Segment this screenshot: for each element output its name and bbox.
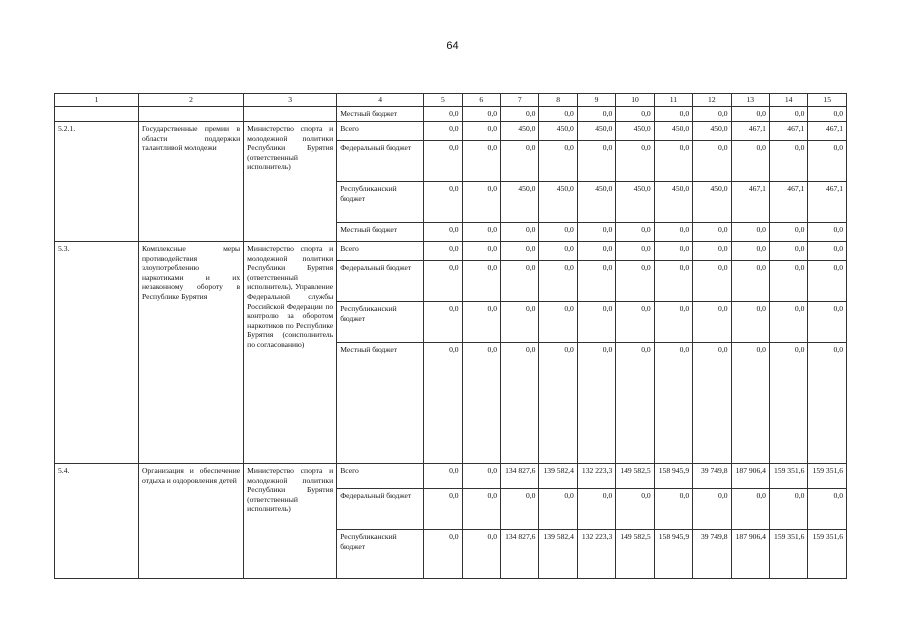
value-cell: 467,1 — [808, 182, 847, 223]
value-cell: 0,0 — [424, 261, 462, 302]
value-cell: 39 749,8 — [693, 530, 731, 579]
column-number: 2 — [138, 94, 243, 107]
column-number: 13 — [731, 94, 769, 107]
value-cell: 132 223,3 — [577, 464, 615, 489]
value-cell: 0,0 — [654, 242, 692, 261]
value-cell: 0,0 — [769, 223, 807, 242]
value-cell: 0,0 — [501, 261, 539, 302]
value-cell: 0,0 — [462, 122, 500, 141]
value-cell: 0,0 — [769, 107, 807, 122]
table-row — [55, 464, 847, 489]
value-cell: 0,0 — [616, 242, 654, 261]
value-cell: 0,0 — [462, 343, 500, 464]
value-cell: 0,0 — [808, 261, 847, 302]
value-cell: 134 827,6 — [501, 530, 539, 579]
empty-cell — [55, 107, 139, 122]
value-cell: 0,0 — [501, 489, 539, 530]
value-cell: 467,1 — [731, 122, 769, 141]
funding-source: Местный бюджет — [337, 107, 424, 122]
value-cell: 0,0 — [769, 343, 807, 464]
value-cell: 0,0 — [808, 107, 847, 122]
item-name: Организация и обеспечение отдыха и оздоровления детей — [138, 464, 243, 579]
value-cell: 450,0 — [577, 122, 615, 141]
value-cell: 0,0 — [654, 141, 692, 182]
value-cell: 0,0 — [577, 261, 615, 302]
column-number: 6 — [462, 94, 500, 107]
value-cell: 467,1 — [769, 182, 807, 223]
value-cell: 0,0 — [769, 302, 807, 343]
empty-cell — [244, 107, 337, 122]
value-cell: 0,0 — [654, 107, 692, 122]
value-cell: 0,0 — [539, 107, 577, 122]
value-cell: 450,0 — [577, 182, 615, 223]
value-cell: 149 582,5 — [616, 464, 654, 489]
value-cell: 0,0 — [424, 107, 462, 122]
value-cell: 187 906,4 — [731, 464, 769, 489]
value-cell: 0,0 — [616, 107, 654, 122]
table-header-row — [55, 94, 847, 107]
value-cell: 0,0 — [577, 302, 615, 343]
table-row — [55, 242, 847, 261]
column-number: 11 — [654, 94, 692, 107]
value-cell: 450,0 — [654, 122, 692, 141]
value-cell: 0,0 — [539, 242, 577, 261]
empty-cell — [138, 107, 243, 122]
value-cell: 450,0 — [539, 182, 577, 223]
value-cell: 0,0 — [462, 489, 500, 530]
value-cell: 0,0 — [539, 261, 577, 302]
column-number: 10 — [616, 94, 654, 107]
value-cell: 0,0 — [577, 489, 615, 530]
value-cell: 0,0 — [693, 242, 731, 261]
value-cell: 0,0 — [501, 223, 539, 242]
value-cell: 187 906,4 — [731, 530, 769, 579]
funding-source: Федеральный бюджет — [337, 141, 424, 182]
table-row — [55, 122, 847, 141]
value-cell: 0,0 — [654, 223, 692, 242]
value-cell: 0,0 — [539, 489, 577, 530]
value-cell: 0,0 — [769, 242, 807, 261]
item-name: Государственные премии в области поддержки талантливой молодежи — [138, 122, 243, 242]
value-cell: 0,0 — [808, 242, 847, 261]
funding-source: Всего — [337, 242, 424, 261]
value-cell: 450,0 — [616, 122, 654, 141]
value-cell: 0,0 — [424, 122, 462, 141]
value-cell: 0,0 — [501, 242, 539, 261]
value-cell: 39 749,8 — [693, 464, 731, 489]
value-cell: 0,0 — [731, 141, 769, 182]
value-cell: 159 351,6 — [769, 464, 807, 489]
value-cell: 0,0 — [731, 343, 769, 464]
value-cell: 0,0 — [693, 489, 731, 530]
value-cell: 0,0 — [654, 302, 692, 343]
column-number: 8 — [539, 94, 577, 107]
funding-source: Всего — [337, 464, 424, 489]
value-cell: 0,0 — [462, 261, 500, 302]
value-cell: 0,0 — [501, 107, 539, 122]
value-cell: 0,0 — [654, 343, 692, 464]
value-cell: 0,0 — [693, 261, 731, 302]
value-cell: 0,0 — [424, 242, 462, 261]
value-cell: 0,0 — [616, 261, 654, 302]
value-cell: 0,0 — [654, 489, 692, 530]
value-cell: 0,0 — [808, 343, 847, 464]
value-cell: 0,0 — [462, 302, 500, 343]
value-cell: 0,0 — [462, 182, 500, 223]
value-cell: 0,0 — [462, 141, 500, 182]
column-number: 14 — [769, 94, 807, 107]
funding-source: Республиканский бюджет — [337, 182, 424, 223]
column-number: 1 — [55, 94, 139, 107]
value-cell: 0,0 — [539, 343, 577, 464]
item-code: 5.2.1. — [55, 122, 139, 242]
value-cell: 134 827,6 — [501, 464, 539, 489]
funding-source: Федеральный бюджет — [337, 489, 424, 530]
value-cell: 158 945,9 — [654, 530, 692, 579]
value-cell: 0,0 — [424, 464, 462, 489]
item-code: 5.4. — [55, 464, 139, 579]
value-cell: 0,0 — [616, 489, 654, 530]
value-cell: 0,0 — [462, 242, 500, 261]
value-cell: 0,0 — [769, 141, 807, 182]
value-cell: 0,0 — [616, 223, 654, 242]
value-cell: 0,0 — [654, 261, 692, 302]
column-number: 7 — [501, 94, 539, 107]
value-cell: 159 351,6 — [769, 530, 807, 579]
value-cell: 0,0 — [616, 343, 654, 464]
item-executor: Министерство спорта и молодежной политики Республики Бурятия (ответственный исполнитель), Управление Федеральной службы Российской Федерации по контролю за оборотом наркотиков по Республике Бурятия (соисполнитель по согласованию) — [244, 242, 337, 464]
value-cell: 0,0 — [577, 141, 615, 182]
value-cell: 0,0 — [577, 223, 615, 242]
column-number: 15 — [808, 94, 847, 107]
value-cell: 0,0 — [616, 141, 654, 182]
value-cell: 0,0 — [501, 343, 539, 464]
item-executor: Министерство спорта и молодежной политики Республики Бурятия (ответственный исполнитель) — [244, 464, 337, 579]
funding-source: Местный бюджет — [337, 343, 424, 464]
column-number: 3 — [244, 94, 337, 107]
value-cell: 450,0 — [616, 182, 654, 223]
value-cell: 0,0 — [501, 141, 539, 182]
funding-source: Местный бюджет — [337, 223, 424, 242]
value-cell: 149 582,5 — [616, 530, 654, 579]
value-cell: 450,0 — [501, 122, 539, 141]
funding-source: Республиканский бюджет — [337, 302, 424, 343]
value-cell: 0,0 — [693, 107, 731, 122]
value-cell: 0,0 — [424, 182, 462, 223]
value-cell: 450,0 — [539, 122, 577, 141]
value-cell: 0,0 — [693, 141, 731, 182]
column-number: 9 — [577, 94, 615, 107]
value-cell: 0,0 — [693, 302, 731, 343]
funding-source: Всего — [337, 122, 424, 141]
value-cell: 158 945,9 — [654, 464, 692, 489]
value-cell: 0,0 — [462, 530, 500, 579]
value-cell: 159 351,6 — [808, 464, 847, 489]
value-cell: 0,0 — [808, 141, 847, 182]
column-number: 4 — [337, 94, 424, 107]
value-cell: 0,0 — [769, 489, 807, 530]
value-cell: 132 223,3 — [577, 530, 615, 579]
value-cell: 159 351,6 — [808, 530, 847, 579]
value-cell: 467,1 — [731, 182, 769, 223]
value-cell: 0,0 — [731, 302, 769, 343]
column-number: 5 — [424, 94, 462, 107]
value-cell: 0,0 — [769, 261, 807, 302]
value-cell: 0,0 — [577, 343, 615, 464]
value-cell: 450,0 — [654, 182, 692, 223]
value-cell: 0,0 — [462, 223, 500, 242]
value-cell: 0,0 — [693, 343, 731, 464]
value-cell: 0,0 — [808, 302, 847, 343]
value-cell: 0,0 — [462, 464, 500, 489]
value-cell: 450,0 — [693, 122, 731, 141]
value-cell: 139 582,4 — [539, 464, 577, 489]
value-cell: 0,0 — [731, 107, 769, 122]
value-cell: 467,1 — [769, 122, 807, 141]
value-cell: 0,0 — [424, 343, 462, 464]
item-code: 5.3. — [55, 242, 139, 464]
value-cell: 0,0 — [424, 223, 462, 242]
column-number: 12 — [693, 94, 731, 107]
value-cell: 0,0 — [424, 530, 462, 579]
value-cell: 0,0 — [616, 302, 654, 343]
funding-source: Федеральный бюджет — [337, 261, 424, 302]
value-cell: 139 582,4 — [539, 530, 577, 579]
value-cell: 467,1 — [808, 122, 847, 141]
value-cell: 0,0 — [577, 107, 615, 122]
value-cell: 0,0 — [731, 242, 769, 261]
value-cell: 0,0 — [731, 489, 769, 530]
value-cell: 0,0 — [731, 261, 769, 302]
item-executor: Министерство спорта и молодежной политики Республики Бурятия (ответственный исполнитель) — [244, 122, 337, 242]
value-cell: 0,0 — [424, 302, 462, 343]
item-name: Комплексные меры противодействия злоупотреблению наркотиками и их незаконному обороту в Республике Бурятия — [138, 242, 243, 464]
budget-table — [54, 93, 847, 579]
value-cell: 0,0 — [424, 489, 462, 530]
value-cell: 0,0 — [539, 302, 577, 343]
value-cell: 0,0 — [577, 242, 615, 261]
page-number: 64 — [446, 40, 459, 52]
value-cell: 0,0 — [539, 141, 577, 182]
value-cell: 0,0 — [462, 107, 500, 122]
value-cell: 0,0 — [501, 302, 539, 343]
table-row — [55, 107, 847, 122]
value-cell: 0,0 — [731, 223, 769, 242]
value-cell: 0,0 — [539, 223, 577, 242]
value-cell: 0,0 — [808, 223, 847, 242]
value-cell: 0,0 — [808, 489, 847, 530]
value-cell: 450,0 — [693, 182, 731, 223]
value-cell: 450,0 — [501, 182, 539, 223]
value-cell: 0,0 — [693, 223, 731, 242]
funding-source: Республиканский бюджет — [337, 530, 424, 579]
value-cell: 0,0 — [424, 141, 462, 182]
